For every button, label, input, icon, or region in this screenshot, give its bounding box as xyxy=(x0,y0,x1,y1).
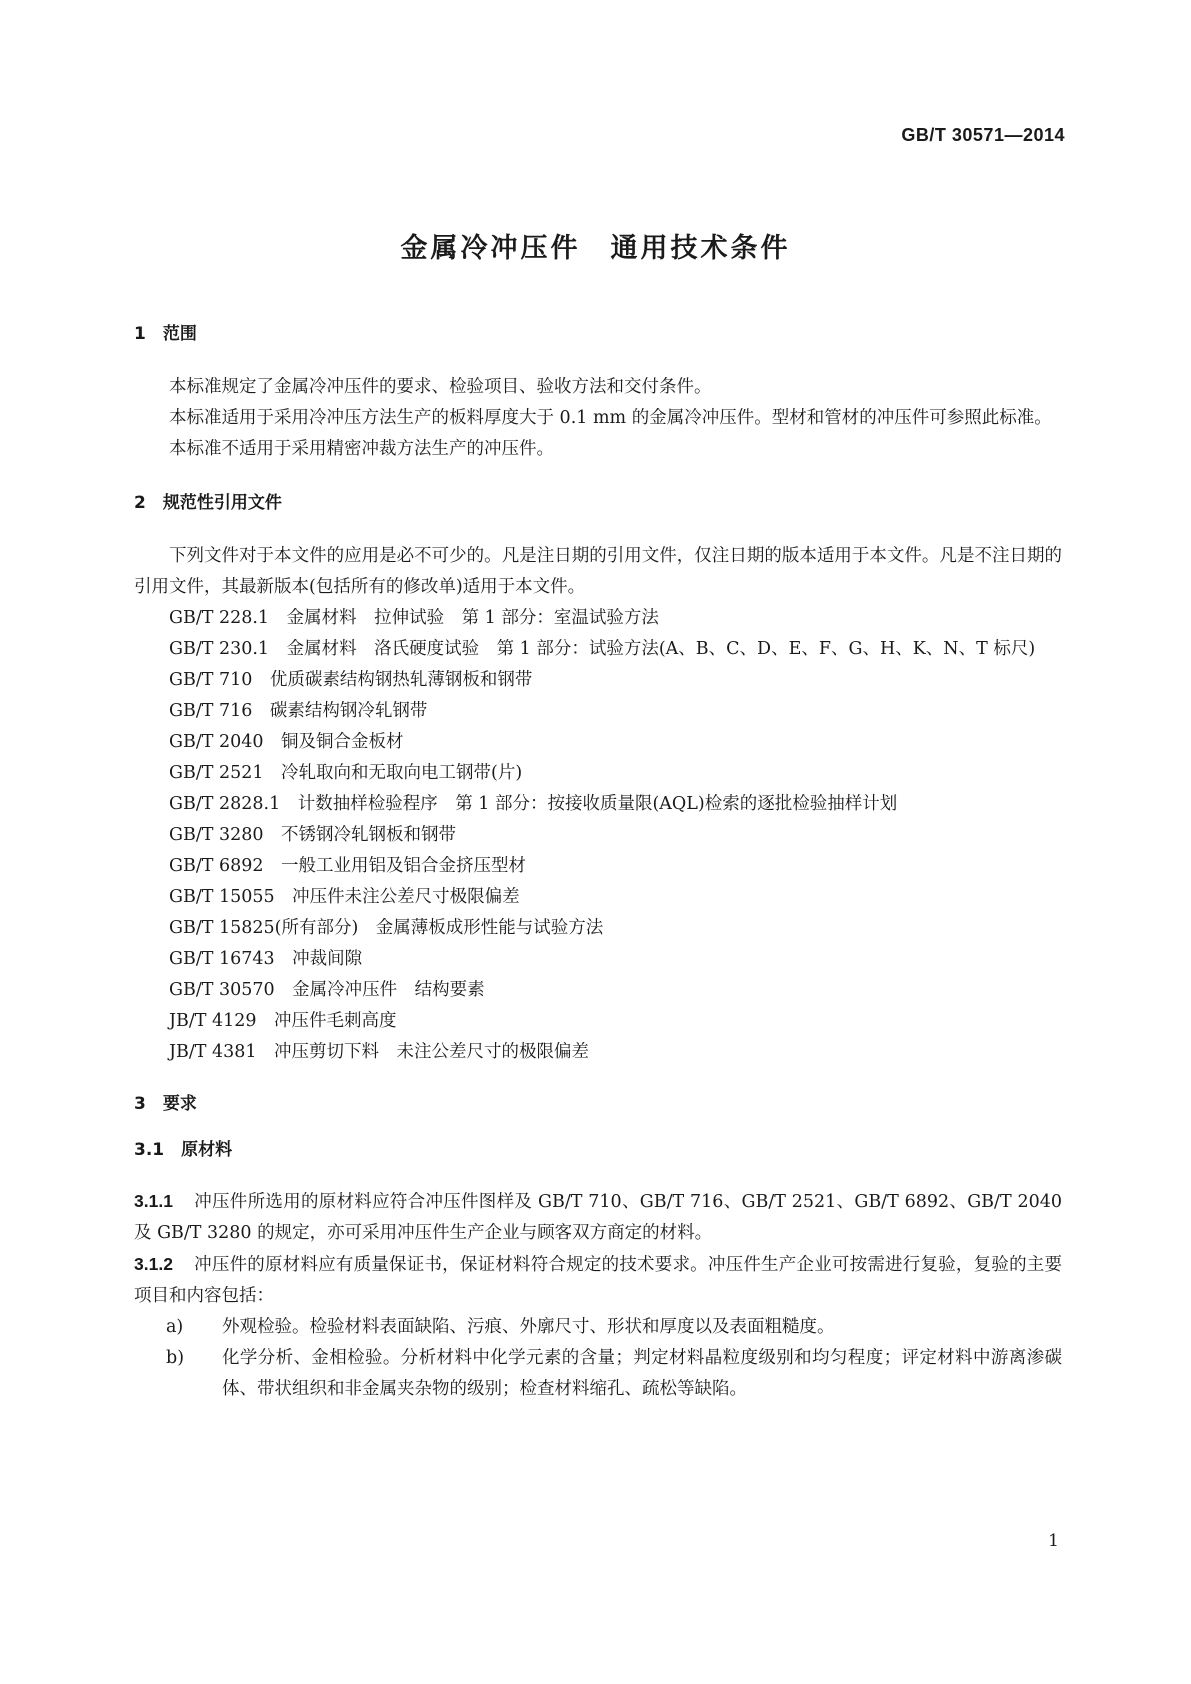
clause-3-1-2 xyxy=(134,1249,1062,1312)
paragraph: 本标准规定了金属冷冲压件的要求、检验项目、验收方法和交付条件。 xyxy=(169,377,712,397)
reference-item: GB/T 15825(所有部分) 金属薄板成形性能与试验方法 xyxy=(169,918,604,938)
reference-item: GB/T 228.1 金属材料 拉伸试验 第 1 部分：室温试验方法 xyxy=(169,608,659,628)
reference-item: GB/T 2040 铜及铜合金板材 xyxy=(169,732,404,752)
clause-number: 3.1.1 xyxy=(134,1191,173,1211)
reference-item: GB/T 3280 不锈钢冷轧钢板和钢带 xyxy=(169,825,457,845)
reference-item: GB/T 230.1 金属材料 洛氏硬度试验 第 1 部分：试验方法(A、B、C、D、E、F、G、H、K、N、T 标尺) xyxy=(169,639,1036,659)
references-intro: 下列文件对于本文件的应用是必不可少的。凡是注日期的引用文件，仅注日期的版本适用于本文件。凡是不注日期的引用文件，其最新版本(包括所有的修改单)适用于本文件。 xyxy=(134,546,1062,597)
reference-item: JB/T 4381 冲压剪切下料 未注公差尺寸的极限偏差 xyxy=(169,1042,590,1062)
clause-text: 冲压件的原材料应有质量保证书，保证材料符合规定的技术要求。冲压件生产企业可按需进行复验，复验的主要项目和内容包括： xyxy=(134,1255,1062,1306)
document-body xyxy=(134,320,1062,1405)
section-2-heading: 2 规范性引用文件 xyxy=(134,493,282,513)
paragraph: 本标准不适用于采用精密冲裁方法生产的冲压件。 xyxy=(169,439,554,459)
list-item-text: 化学分析、金相检验。分析材料中化学元素的含量；判定材料晶粒度级别和均匀程度；评定材料中游离渗碳体、带状组织和非金属夹杂物的级别；检查材料缩孔、疏松等缺陷。 xyxy=(222,1348,1062,1399)
list-marker: b) xyxy=(166,1348,185,1368)
standard-code: GB/T 30571—2014 xyxy=(901,125,1065,145)
clause-text: 冲压件所选用的原材料应符合冲压件图样及 GB/T 710、GB/T 716、GB/T 2521、GB/T 6892、GB/T 2040 及 GB/T 3280 的规定，亦可采用冲压件生产企业与顾客双方商定的材料。 xyxy=(134,1192,1062,1243)
document-title: 金属冷冲压件 通用技术条件 xyxy=(400,233,791,264)
reference-item: JB/T 4129 冲压件毛刺高度 xyxy=(169,1011,397,1031)
reference-item: GB/T 716 碳素结构钢冷轧钢带 xyxy=(169,701,428,721)
clause-number: 3.1.2 xyxy=(134,1254,173,1274)
section-2-body xyxy=(134,541,1062,1068)
subsection-3-1-heading: 3.1 原材料 xyxy=(134,1140,233,1160)
page-number: 1 xyxy=(1048,1531,1059,1551)
paragraph: 本标准适用于采用冷冲压方法生产的板料厚度大于 0.1 mm 的金属冷冲压件。型材和管材的冲压件可参照此标准。 xyxy=(169,408,1052,428)
reference-item: GB/T 2521 冷轧取向和无取向电工钢带(片) xyxy=(169,763,523,783)
section-1-body xyxy=(134,372,1062,465)
list-item-text: 外观检验。检验材料表面缺陷、污痕、外廓尺寸、形状和厚度以及表面粗糙度。 xyxy=(222,1317,835,1337)
clause-3-1-1 xyxy=(134,1186,1062,1249)
list-item xyxy=(134,1343,1062,1405)
reference-item: GB/T 710 优质碳素结构钢热轧薄钢板和钢带 xyxy=(169,670,533,690)
list-item xyxy=(134,1312,1062,1343)
reference-item: GB/T 30570 金属冷冲压件 结构要素 xyxy=(169,980,485,1000)
reference-item: GB/T 15055 冲压件未注公差尺寸极限偏差 xyxy=(169,887,520,907)
section-3-heading: 3 要求 xyxy=(134,1094,197,1114)
reference-item: GB/T 6892 一般工业用铝及铝合金挤压型材 xyxy=(169,856,527,876)
subsection-3-1-body xyxy=(134,1186,1062,1405)
reference-item: GB/T 16743 冲裁间隙 xyxy=(169,949,363,969)
section-1-heading: 1 范围 xyxy=(134,324,197,344)
list-marker: a) xyxy=(166,1317,184,1337)
reference-item: GB/T 2828.1 计数抽样检验程序 第 1 部分：按接收质量限(AQL)检索的逐批检验抽样计划 xyxy=(169,794,898,814)
